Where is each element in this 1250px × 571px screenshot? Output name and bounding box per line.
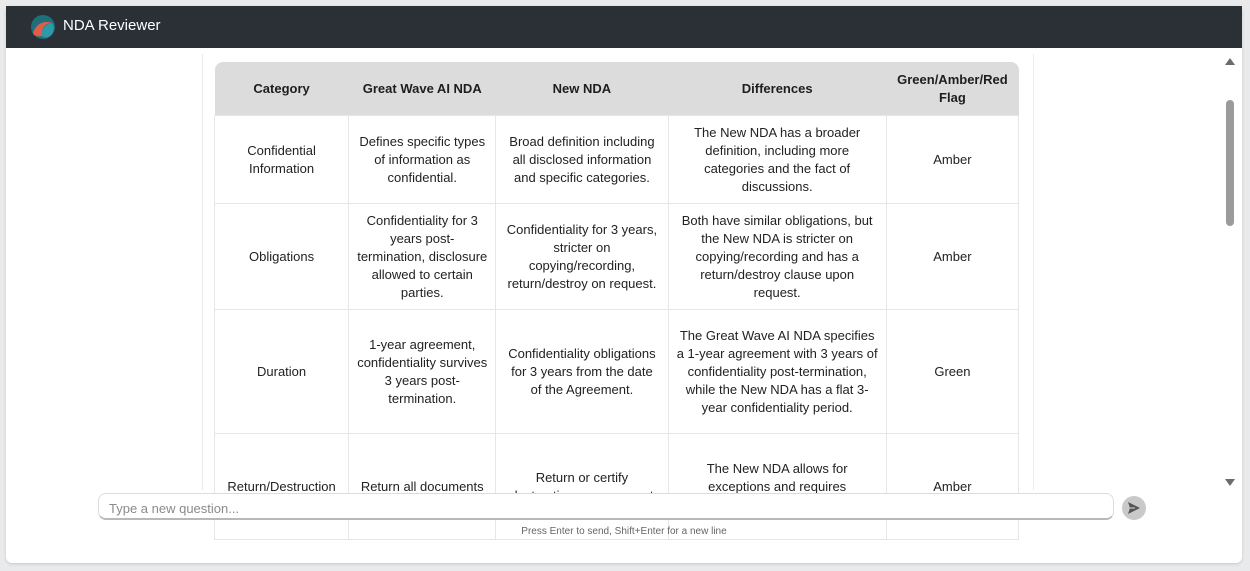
wave-logo-icon: [30, 14, 56, 40]
app-window: [6, 6, 1242, 563]
table-row: [215, 310, 1019, 434]
cell-category: Return/Destruction: [215, 434, 349, 540]
cell-category: Confidential Information: [215, 116, 349, 204]
header-great-wave-nda: Great Wave AI NDA: [349, 62, 496, 116]
cell-differences: Both have similar obligations, but the New NDA is stricter on copying/recording and has a return/destroy clause upon request.: [668, 204, 886, 310]
scroll-up-icon[interactable]: [1225, 58, 1235, 65]
cell-new-nda: Confidentiality obligations for 3 years from the date of the Agreement.: [496, 310, 668, 434]
scroll-down-icon[interactable]: [1225, 479, 1235, 486]
header-new-nda: New NDA: [496, 62, 668, 116]
scrollbar[interactable]: [1224, 54, 1236, 488]
scrollbar-thumb[interactable]: [1226, 100, 1234, 226]
cell-differences: The New NDA allows for exceptions and requires: [668, 434, 886, 540]
cell-category: Obligations: [215, 204, 349, 310]
question-input[interactable]: [107, 498, 1101, 518]
send-button[interactable]: [1122, 496, 1146, 520]
input-hint: Press Enter to send, Shift+Enter for a new line: [521, 526, 727, 537]
comparison-table: [214, 62, 1019, 540]
table-row: [215, 116, 1019, 204]
cell-flag: Amber: [886, 434, 1018, 540]
cell-great-wave: Return all documents: [349, 434, 496, 540]
table-row: [215, 204, 1019, 310]
cell-great-wave: 1-year agreement, confidentiality survives 3 years post-termination.: [349, 310, 496, 434]
cell-great-wave: Confidentiality for 3 years post-termination, disclosure allowed to certain parties.: [349, 204, 496, 310]
app-title: NDA Reviewer: [63, 17, 161, 34]
table-row: [215, 434, 1019, 540]
titlebar: [6, 6, 1242, 48]
send-arrow-icon: [1127, 501, 1141, 515]
cell-new-nda: Return or certify: [496, 434, 668, 540]
cell-differences: The Great Wave AI NDA specifies a 1-year agreement with 3 years of confidentiality post-termination, while the New NDA has a flat 3-year confidentiality period.: [668, 310, 886, 434]
cell-new-nda: Broad definition including all disclosed information and specific categories.: [496, 116, 668, 204]
cell-category: Duration: [215, 310, 349, 434]
cell-flag: Green: [886, 310, 1018, 434]
cell-differences: The New NDA has a broader definition, including more categories and the fact of discussions.: [668, 116, 886, 204]
header-differences: Differences: [668, 62, 886, 116]
table-header-row: [215, 62, 1019, 116]
cell-great-wave: Defines specific types of information as confidential.: [349, 116, 496, 204]
cell-new-nda: Confidentiality for 3 years, stricter on copying/recording, return/destroy on request.: [496, 204, 668, 310]
cell-flag: Amber: [886, 204, 1018, 310]
header-category: Category: [215, 62, 349, 116]
response-panel[interactable]: [202, 54, 1034, 494]
question-input-container: [98, 493, 1114, 520]
cell-flag: Amber: [886, 116, 1018, 204]
header-flag: Green/Amber/Red Flag: [886, 62, 1018, 116]
